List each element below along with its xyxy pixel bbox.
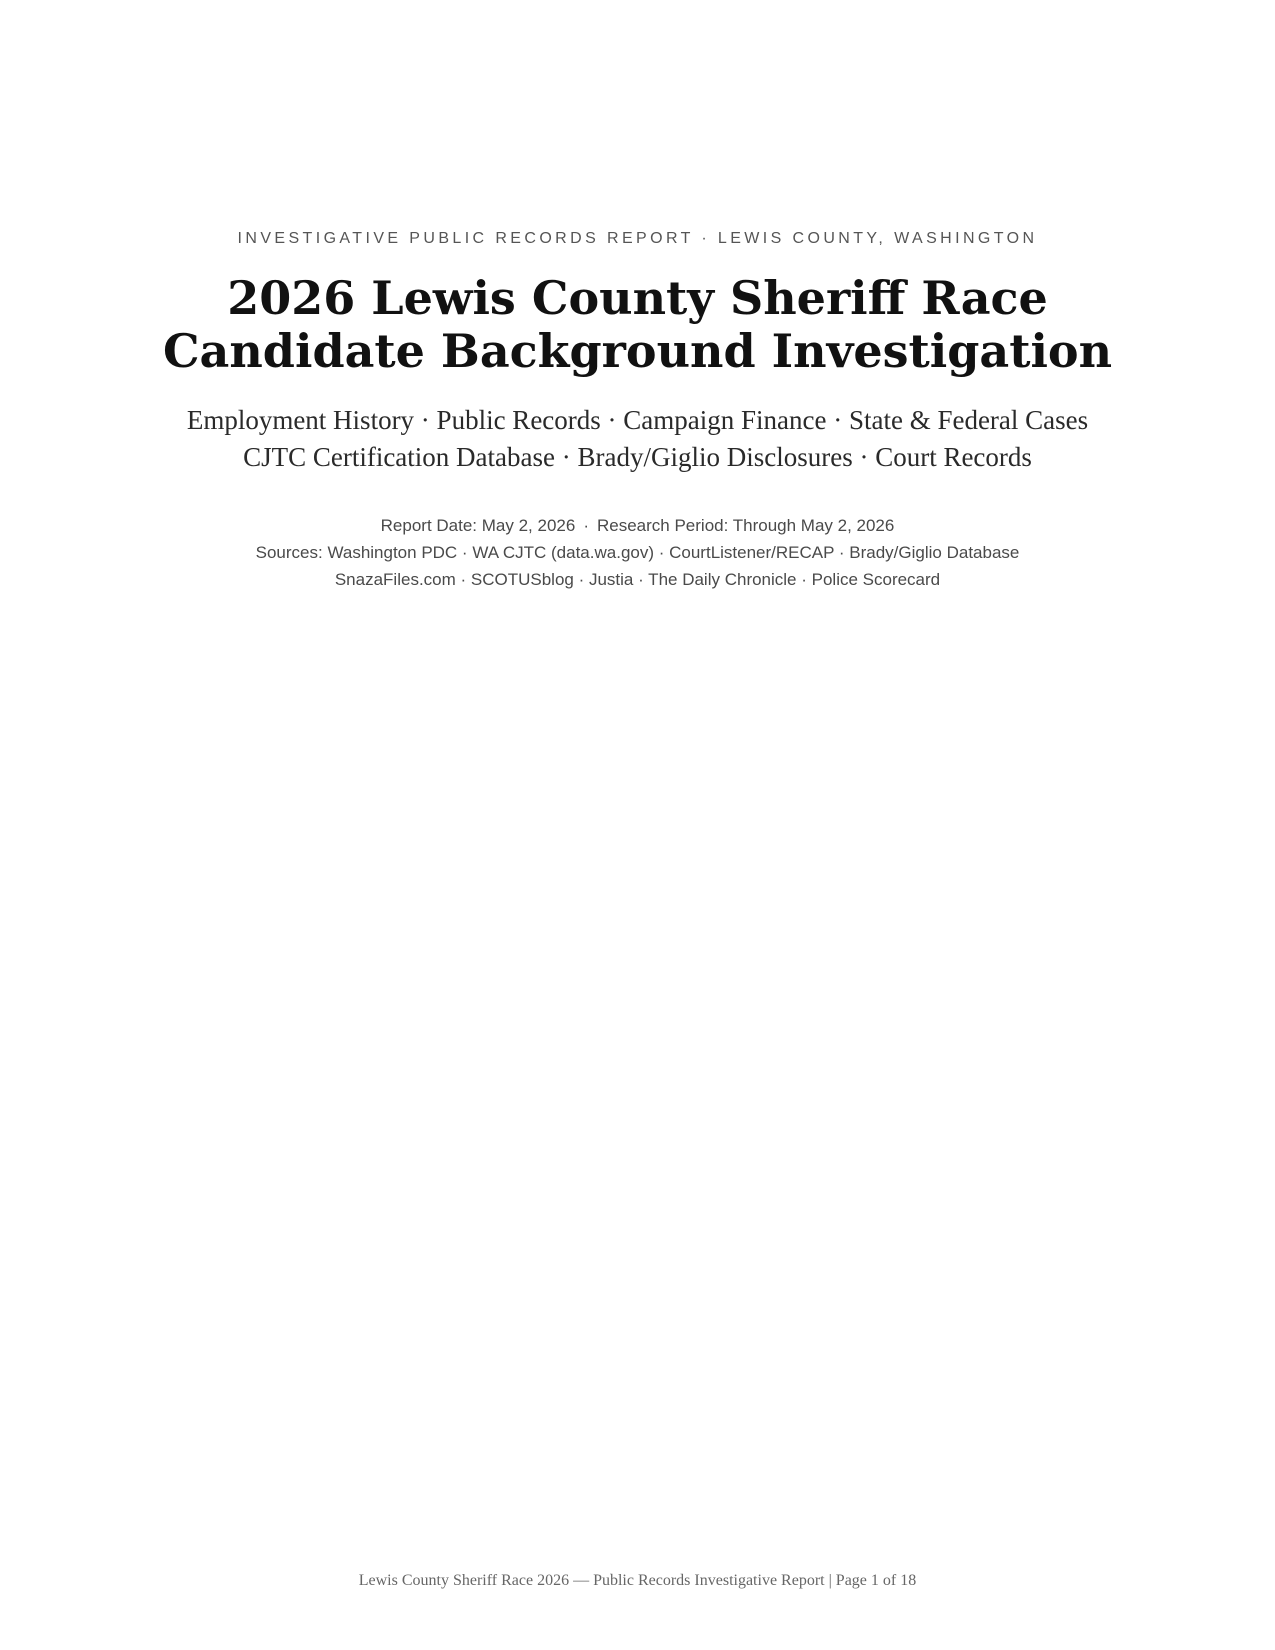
sources-line-1: Sources: Washington PDC · WA CJTC (data.wa.gov) · CourtListener/RECAP · Brady/Giglio Database — [255, 543, 1020, 562]
report-title — [0, 272, 1275, 378]
report-date: Report Date: May 2, 2026 — [380, 516, 576, 535]
report-kicker: INVESTIGATIVE PUBLIC RECORDS REPORT · LEWIS COUNTY, WASHINGTON — [237, 230, 1038, 247]
report-subtitle-line-1: Employment History · Public Records · Campaign Finance · State & Federal Cases — [186, 405, 1089, 435]
report-title-line-1: 2026 Lewis County Sheriff Race — [227, 271, 1048, 325]
research-period: Research Period: Through May 2, 2026 — [596, 516, 895, 535]
report-metadata — [0, 512, 1275, 593]
report-dates-line — [0, 512, 1275, 539]
sources-line-2: SnazaFiles.com · SCOTUSblog · Justia · The Daily Chronicle · Police Scorecard — [334, 570, 941, 589]
report-subtitle — [0, 402, 1275, 476]
page-footer: Lewis County Sheriff Race 2026 — Public Records Investigative Report | Page 1 of 18 — [358, 1572, 917, 1589]
report-subtitle-line-2: CJTC Certification Database · Brady/Giglio Disclosures · Court Records — [243, 442, 1032, 472]
report-title-line-2: Candidate Background Investigation — [162, 324, 1113, 378]
dates-separator: · — [583, 516, 589, 535]
